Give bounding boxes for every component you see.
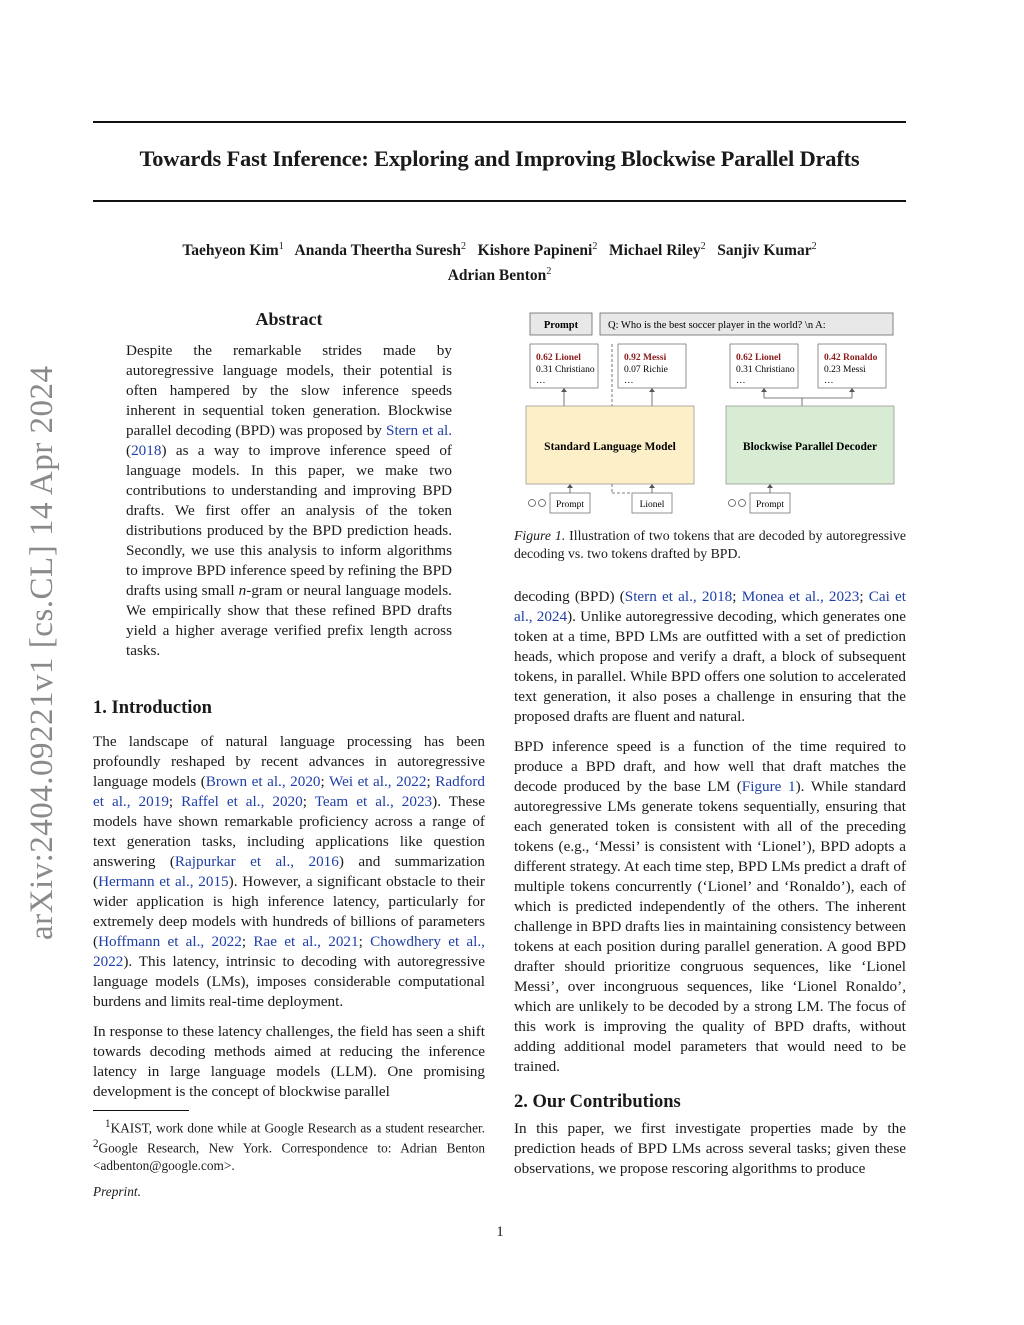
token-second: 0.07 Richie: [624, 365, 668, 375]
footnote-rule: [93, 1110, 189, 1111]
citation-link[interactable]: Team et al., 2023: [314, 793, 433, 810]
author: Taehyeon Kim: [182, 242, 279, 260]
author: Adrian Benton: [447, 267, 547, 285]
citation-link[interactable]: Stern et al.: [386, 422, 452, 439]
blockwise-parallel-decoder-label: Blockwise Parallel Decoder: [742, 441, 878, 453]
token-ellipsis: …: [536, 376, 546, 386]
title-top-rule: [93, 121, 906, 123]
token-second: 0.31 Christiano: [536, 365, 595, 375]
citation-link[interactable]: 2018: [131, 442, 162, 459]
right-paragraph-1: decoding (BPD) (Stern et al., 2018; Monea et al., 2023; Cai et al., 2024). Unlike autoregressive decoding, which generates one token at a time, BPD LMs are outfitted with a set of prediction heads, which propose and verify a draft, a block of subsequent tokens, in parallel. While BPD offers one solution to accelerated text generation, it also poses a challenge in ensuring that the proposed drafts are fluent and natural.: [514, 588, 906, 725]
citation-link[interactable]: Hoffmann et al., 2022: [98, 933, 242, 950]
right-paragraph-2: BPD inference speed is a function of the time required to produce a BPD draft, and how well that draft matches the decode produced by the base LM (Figure 1). While standard autoregressive LMs generate tokens sequentially, ensuring that each generated token is consistent with all of the preceding tokens (e.g., ‘Messi’ is consistent with ‘Lionel’), BPD adopts a different strategy. At each time step, BPD LMs predict a draft of multiple tokens concurrently (‘Lionel’ and ‘Ronaldo’), each of which is predicted independently of the others. The inherent challenge in BPD drafts lies in maintaining consistency between tokens at each position during parallel generation. A good BPD drafter should prioritize congruous sequences, like ‘Lionel Messi’, over incongruous sequences, like ‘Lionel Ronaldo’, which are unlikely to be decoded by a strong LM. The focus of this work is improving the quality of BPD drafts, without adding additional model parameters that would need to be trained.: [514, 738, 906, 1075]
prompt-label: Prompt: [543, 320, 579, 331]
citation-link[interactable]: Rae et al., 2021: [253, 933, 359, 950]
section-heading-contributions: 2. Our Contributions: [514, 1092, 681, 1112]
arxiv-identifier: arXiv:2404.09221v1 [cs.CL] 14 Apr 2024: [24, 365, 60, 940]
section-heading-introduction: 1. Introduction: [93, 698, 212, 718]
input-token: Prompt: [556, 500, 584, 510]
author: Ananda Theertha Suresh: [294, 242, 462, 260]
abstract-body: Despite the remarkable strides made by autoregressive language models, their potential is often hampered by the slow inference speeds inherent in sequential token generation. Blockwise parallel decoding (BPD) was proposed by Stern et al. (2018) as a way to improve inference speed of language models. In this paper, we make two contributions to understanding and improving BPD drafts. We first offer an analysis of the token distributions produced by the BPD prediction heads. Secondly, we use this analysis to inform algorithms to improve BPD inference speed by refining the BPD drafts using small n-gram or neural language models. We empirically show that these refined BPD drafts yield a higher average verified prefix length across tasks.: [126, 342, 452, 659]
preprint-label: Preprint.: [93, 1184, 141, 1199]
token-second: 0.23 Messi: [824, 365, 866, 375]
figure-1-caption: Figure 1. Illustration of two tokens that are decoded by autoregressive decoding vs. two tokens drafted by BPD.: [514, 528, 906, 561]
author: Kishore Papineni: [477, 242, 593, 260]
figure-1-diagram: [520, 310, 900, 520]
citation-link[interactable]: Chowdhery et al., 2022: [93, 933, 485, 970]
citation-link[interactable]: Wei et al., 2022: [328, 773, 427, 790]
title-bottom-rule: [93, 200, 906, 202]
abstract-heading: Abstract: [255, 309, 323, 329]
author: Michael Riley: [608, 242, 701, 260]
input-token: Prompt: [756, 500, 784, 510]
token-top: 0.42 Ronaldo: [824, 353, 878, 363]
intro-paragraph-1: The landscape of natural language processing has been profoundly reshaped by recent advances in autoregressive language models (Brown et al., 2020; Wei et al., 2022; Radford et al., 2019; Raffel et al., 2020; Team et al., 2023). These models have shown remarkable proficiency across a range of text generation tasks, including applications like question answering (Rajpurkar et al., 2016) and summarization (Hermann et al., 2015). However, a significant obstacle to their wider application is high inference latency, particularly for extremely deep models with hundreds of billions of parameters (Hoffmann et al., 2022; Rae et al., 2021; Chowdhery et al., 2022). This latency, intrinsic to decoding with autoregressive language models (LMs), imposes considerable computational burdens and limits real-time deployment.: [93, 733, 486, 1010]
citation-link[interactable]: Hermann et al., 2015: [98, 873, 229, 890]
token-top: 0.62 Lionel: [736, 353, 781, 363]
author: Sanjiv Kumar: [717, 242, 812, 260]
input-token: Lionel: [639, 500, 665, 510]
citation-link[interactable]: Monea et al., 2023: [741, 588, 860, 605]
figure-reference-link[interactable]: Figure 1: [741, 778, 796, 795]
token-top: 0.92 Messi: [624, 353, 667, 363]
standard-language-model-label: Standard Language Model: [544, 441, 676, 453]
citation-link[interactable]: Stern et al., 2018: [624, 588, 733, 605]
page-number: 1: [496, 1224, 504, 1240]
token-second: 0.31 Christiano: [736, 365, 795, 375]
citation-link[interactable]: Brown et al., 2020: [205, 773, 321, 790]
contributions-paragraph: In this paper, we first investigate properties made by the prediction heads of BPD LMs across several tasks; given these observations, we propose rescoring algorithms to produce: [514, 1120, 906, 1177]
citation-link[interactable]: Rajpurkar et al., 2016: [174, 853, 339, 870]
question-text: Q: Who is the best soccer player in the world? \n A:: [608, 320, 826, 331]
citation-link[interactable]: Cai et al., 2024: [514, 588, 906, 625]
author-list: Taehyeon Kim$^1$ Ananda Theertha Suresh$^2$ Kishore Papineni$^2$ Michael Riley$^2$ Sanjiv Kumar$^2$ Adrian Benton$^2$: [182, 241, 817, 285]
citation-link[interactable]: Raffel et al., 2020: [181, 793, 303, 810]
intro-paragraph-2: In response to these latency challenges, the field has seen a shift towards decoding methods aimed at reducing the inference latency in large language models (LLM). One promising development is the concept of blockwise parallel: [93, 1023, 485, 1100]
footnote: $^1$KAIST, work done while at Google Research as a student researcher. $^2$Google Research, New York. Correspondence to: Adrian Benton <adbenton@google.com>.: [93, 1118, 485, 1173]
token-ellipsis: …: [736, 376, 746, 386]
citation-link[interactable]: Radford et al., 2019: [93, 773, 485, 810]
token-ellipsis: …: [824, 376, 834, 386]
token-ellipsis: …: [624, 376, 634, 386]
token-top: 0.62 Lionel: [536, 353, 581, 363]
paper-title: Towards Fast Inference: Exploring and Improving Blockwise Parallel Drafts: [139, 146, 860, 171]
